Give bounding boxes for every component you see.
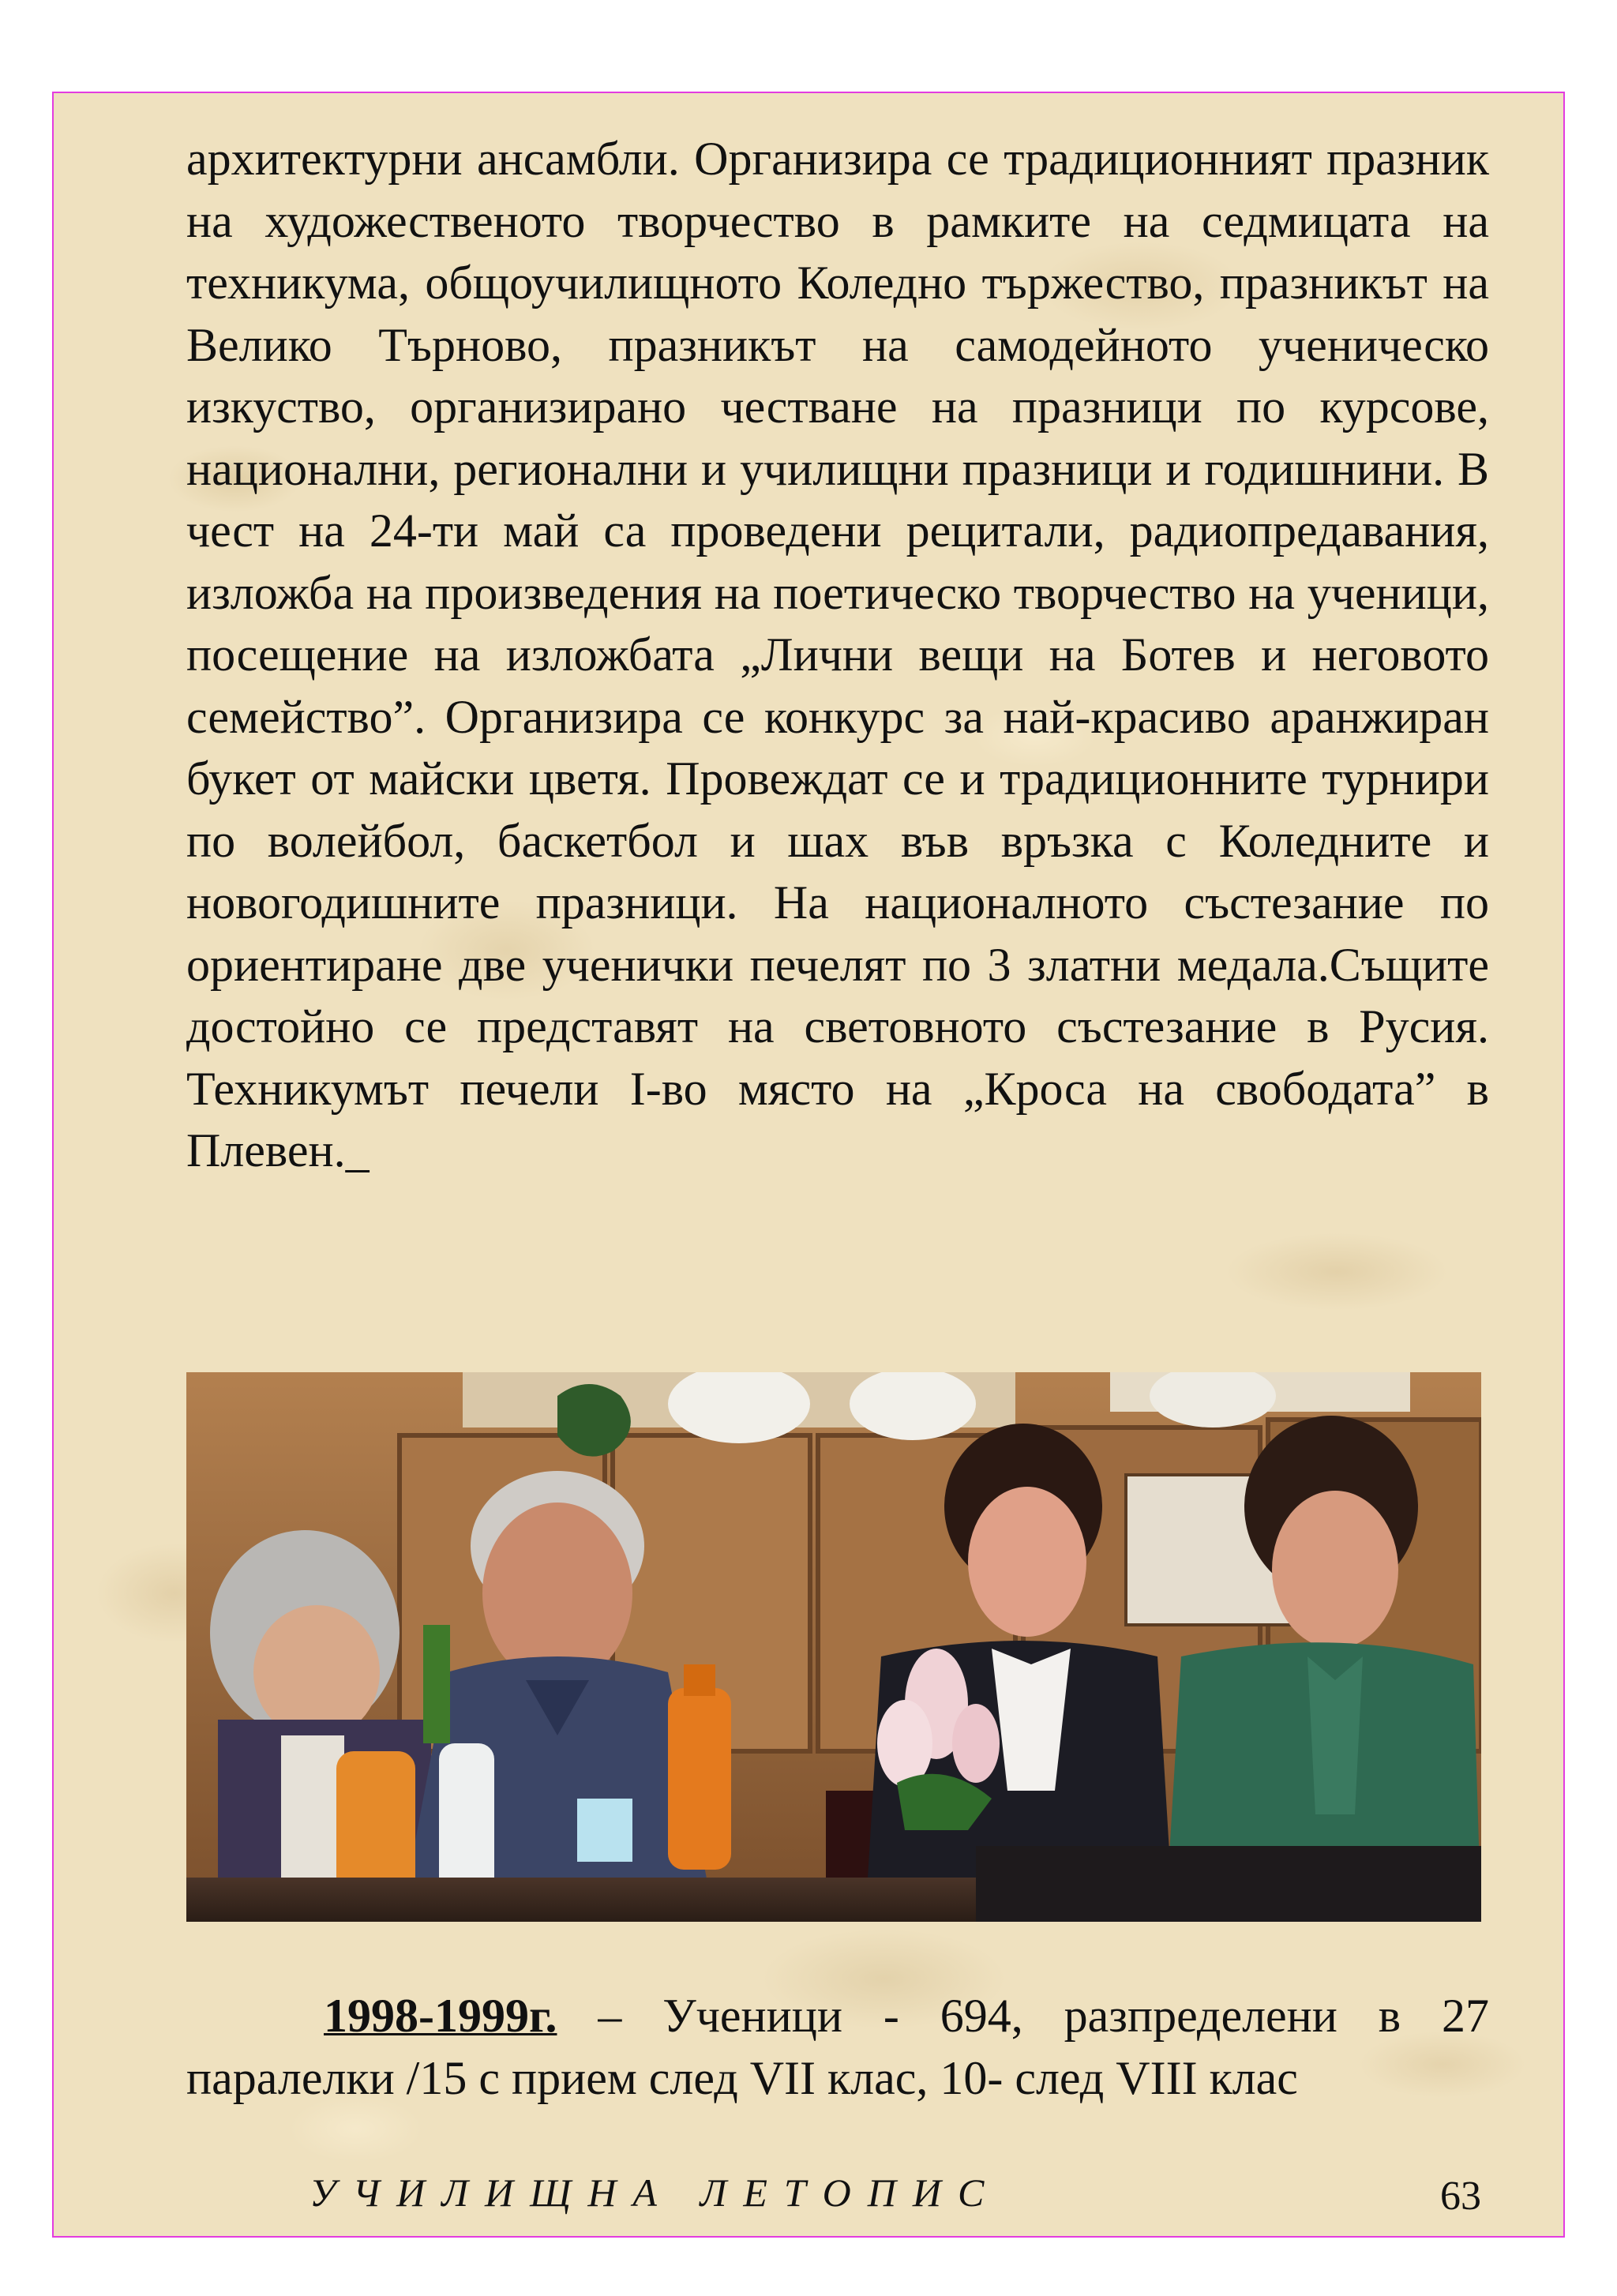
body-paragraph: архитектурни ансамбли. Организира се традиционният празник на художественото творчество в рамките на седмицата на техникума, общоучилищното Коледно тържество, празникът на Велико Търново, празникът на самодейното ученическо изкуство, организирано честване на празници по курсове, национални, регионални и училищни празници и годишнини. В чест на 24-ти май са проведени рецитали, радиопредавания, изложба на произведения на поетическо творчество на ученици, посещение на изложбата „Лични вещи на Ботев и неговото семейство”. Организира се конкурс за най-красиво аранжиран букет от майски цветя. Провеждат се и традиционните турнири по волейбол, баскетбол и шах във връзка с Коледните и новогодишните празници. На националното състезание по ориентиране две ученички печелят по 3 златни медала.Същите достойно се представят на световното състезание в Русия. Техникумът печели I-во място на „Кроса на свободата” в Плевен._	[186, 133, 1489, 1176]
year-text: – Ученици - 694, разпределени в 27 паралелки /15 с прием след VII клас, 10- след VIII клас	[186, 1990, 1489, 2104]
year-label: 1998-1999г.	[324, 1990, 557, 2042]
page-number: 63	[1440, 2174, 1481, 2219]
year-paragraph	[186, 1985, 1489, 2109]
group-photo-image	[186, 1372, 1481, 1922]
group-photo	[186, 1372, 1481, 1922]
footer-title: УЧИЛИЩНА ЛЕТОПИС	[310, 2170, 1001, 2215]
